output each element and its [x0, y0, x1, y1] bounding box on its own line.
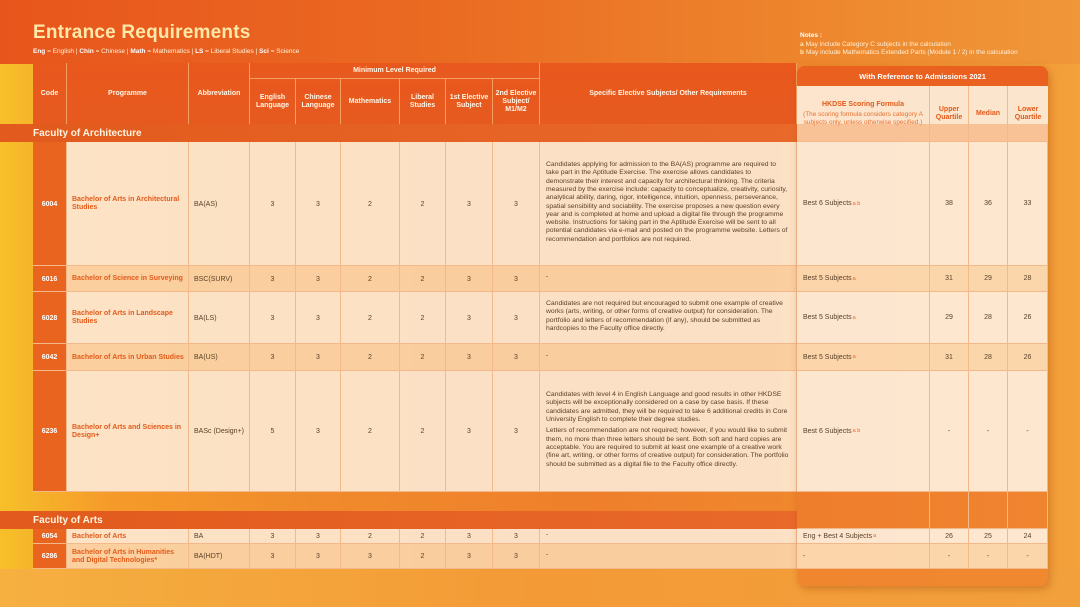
cell-code: 6054 [33, 529, 67, 544]
cell-code: 6016 [33, 266, 67, 292]
header-upper-quartile: Upper Quartile [930, 86, 969, 141]
admission-upper: 26 [930, 529, 969, 544]
cell-chin: 3 [296, 344, 341, 371]
header-elective-1: 1st Elective Subject [446, 79, 493, 124]
admission-lower: 28 [1008, 266, 1048, 292]
admission-formula [797, 292, 930, 344]
admission-formula [797, 529, 930, 544]
legend-abbr: Math [130, 48, 146, 55]
table-row [33, 266, 797, 292]
formula-text: Best 5 Subjects [803, 275, 852, 282]
admission-upper: 38 [930, 142, 969, 266]
cell-math: 3 [341, 544, 400, 569]
cell-e1: 3 [446, 544, 493, 569]
admission-lower: - [1008, 544, 1048, 569]
note-text: May include Mathematics Extended Parts (Module 1 / 2) in the calculation [805, 49, 1018, 56]
legend-text: = Mathematics | [145, 48, 196, 55]
header-elective-2: 2nd Elective Subject/ M1/M2 [493, 79, 540, 124]
cell-ls: 2 [400, 371, 446, 492]
admission-lower: 24 [1008, 529, 1048, 544]
cell-code: 6236 [33, 371, 67, 492]
admission-formula [797, 371, 930, 492]
requirement-text: Candidates are not required but encouraged to submit one example of creative works (arts, writing, or other forms of creative output) for consideration. The portfolio and letters of recommendation (if any), should be submitted as hardcopies to the Faculty office directly. [546, 299, 783, 332]
admission-median: 25 [969, 529, 1008, 544]
formula-text: Best 5 Subjects [803, 353, 852, 361]
cell-eng: 3 [250, 266, 296, 292]
note-marker: a [800, 40, 804, 48]
cell-chin: 3 [296, 292, 341, 344]
admission-formula [797, 142, 930, 266]
cell-ls: 2 [400, 142, 446, 266]
note-a [800, 41, 1018, 50]
cell-eng: 3 [250, 292, 296, 344]
admission-median: 29 [969, 266, 1008, 292]
header-liberal-studies: Liberal Studies [400, 79, 446, 124]
note-marker: a b [852, 200, 861, 207]
panel-spacer [969, 124, 1008, 142]
note-marker: b [800, 49, 804, 56]
cell-abbr: BA(LS) [189, 292, 250, 344]
cell-e2: 3 [493, 544, 540, 569]
note-marker: a [873, 533, 877, 539]
cell-e2: 3 [493, 529, 540, 544]
header-lower-quartile: Lower Quartile [1008, 86, 1048, 141]
requirement-text: Letters of recommendation are not required; however, if you would like to submit them, no more than three letters should be sent. Both soft and hard copies are acceptable. You are required to submit at least one example of a creative work (fine art, writing, or other forms of creative output) for consideration. The portfolio should be submitted as a digital file to the Faculty office directly. [546, 427, 789, 468]
header-mathematics: Mathematics [341, 79, 400, 124]
requirement-text: - [546, 550, 549, 558]
cell-e2: 3 [493, 292, 540, 344]
cell-e2: 3 [493, 142, 540, 266]
cell-chin: 3 [296, 266, 341, 292]
note-marker: a b [852, 428, 861, 434]
header-specific-requirements: Specific Elective Subjects/ Other Requirements [540, 63, 797, 124]
cell-ls: 2 [400, 292, 446, 344]
table-row [33, 529, 797, 544]
panel-spacer [797, 124, 930, 142]
panel-spacer [1008, 124, 1048, 142]
requirement-text: Candidates applying for admission to the BA(AS) programme are required to take part in the Aptitude Exercise. The exercise allows candidates to demonstrate their interest and capacity for architectural thinking. The criteria measured by the exercise include: capacity to conceptualize, creativity, curiosity, analytical ability, daring, rigor, intelligence, intuition, openness, perseverance, spatial sensibility and sociability. The exercise proposes a new question every year and is completed at home and upload a digital file through the programme website. Instructions for taking part in the Aptitude Exercise will be sent to all potential candidates via e-mail and posted on the programme website. Letters of recommendation and portfolios are not required. [546, 161, 788, 243]
formula-text: Best 5 Subjects [803, 314, 852, 321]
cell-ls: 2 [400, 529, 446, 544]
cell-e1: 3 [446, 529, 493, 544]
requirement-text: - [546, 273, 549, 281]
formula-text: Best 6 Subjects [803, 427, 852, 435]
panel-spacer [1008, 492, 1048, 529]
table-row [33, 544, 797, 569]
table-row [33, 371, 797, 492]
admission-median: 28 [969, 344, 1008, 371]
cell-programme: Bachelor of Arts [67, 529, 189, 544]
cell-abbr: BA(AS) [189, 142, 250, 266]
admissions-title: With Reference to Admissions 2021 [797, 66, 1048, 86]
panel-spacer [969, 492, 1008, 529]
cell-eng: 3 [250, 344, 296, 371]
legend-abbr: Sci [259, 48, 269, 55]
cell-e2: 3 [493, 266, 540, 292]
admission-lower: 26 [1008, 344, 1048, 371]
panel-spacer [930, 492, 969, 529]
formula-text: Best 6 Subjects [803, 200, 852, 207]
cell-req [540, 142, 797, 266]
admission-median: - [969, 544, 1008, 569]
admission-upper: - [930, 544, 969, 569]
legend-abbr: Chin [79, 48, 94, 55]
legend-text: = Liberal Studies | [203, 48, 260, 55]
cell-ls: 2 [400, 344, 446, 371]
cell-chin: 3 [296, 529, 341, 544]
cell-math: 2 [341, 529, 400, 544]
cell-eng: 3 [250, 142, 296, 266]
cell-programme: Bachelor of Arts in Architectural Studies [67, 142, 189, 266]
cell-ls: 2 [400, 266, 446, 292]
admission-median: - [969, 371, 1008, 492]
header-code: Code [33, 63, 67, 124]
faculty-heading: Faculty of Architecture [0, 124, 797, 142]
cell-req [540, 371, 797, 492]
faculty-heading: Faculty of Arts [0, 511, 797, 529]
cell-code: 6042 [33, 344, 67, 371]
note-marker: a [852, 314, 856, 321]
cell-e1: 3 [446, 266, 493, 292]
notes-label: Notes : [800, 32, 823, 39]
requirement-text: - [546, 530, 549, 538]
cell-chin: 3 [296, 544, 341, 569]
admission-upper: 31 [930, 344, 969, 371]
cell-e1: 3 [446, 142, 493, 266]
admission-lower: 26 [1008, 292, 1048, 344]
legend-text: = Science [268, 48, 300, 55]
panel-spacer [797, 492, 930, 529]
cell-programme: Bachelor of Arts and Sciences in Design+ [67, 371, 189, 492]
legend-text: = English | [45, 48, 80, 55]
abbreviation-legend [33, 48, 299, 55]
cell-chin: 3 [296, 142, 341, 266]
table-row [33, 142, 797, 266]
requirement-text: Candidates with level 4 in English Language and good results in other HKDSE subjects will be exceptionally considered on a case by case basis. If these candidates are admitted, they will be required to take 6 additional credits in Core University English to complete their degree studies. [546, 391, 788, 424]
notes [800, 32, 1018, 58]
cell-req [540, 529, 797, 544]
cell-req [540, 292, 797, 344]
admission-lower: 33 [1008, 142, 1048, 266]
admission-median: 28 [969, 292, 1008, 344]
page-title: Entrance Requirements [33, 22, 251, 43]
cell-math: 2 [341, 142, 400, 266]
note-b [800, 49, 1018, 58]
cell-abbr: BA(US) [189, 344, 250, 371]
cell-code: 6286 [33, 544, 67, 569]
header-abbreviation: Abbreviation [189, 63, 250, 124]
requirement-text: - [546, 351, 549, 359]
table-row [33, 344, 797, 371]
cell-abbr: BSC(SURV) [189, 266, 250, 292]
legend-text: = Chinese | [93, 48, 131, 55]
cell-abbr: BASc (Design+) [189, 371, 250, 492]
panel-spacer [930, 124, 969, 142]
cell-programme: Bachelor of Arts in Urban Studies [67, 344, 189, 371]
admission-formula [797, 344, 930, 371]
cell-code: 6028 [33, 292, 67, 344]
admission-upper: 29 [930, 292, 969, 344]
cell-req [540, 266, 797, 292]
cell-e1: 3 [446, 344, 493, 371]
cell-programme: Bachelor of Science in Surveying [67, 266, 189, 292]
header-chinese: Chinese Language [296, 79, 341, 124]
note-marker: a [852, 275, 856, 282]
header-english: English Language [250, 79, 296, 124]
header-median: Median [969, 86, 1008, 141]
cell-code: 6004 [33, 142, 67, 266]
cell-eng: 3 [250, 544, 296, 569]
admission-upper: - [930, 371, 969, 492]
cell-ls: 2 [400, 544, 446, 569]
table-row [33, 292, 797, 344]
cell-e1: 3 [446, 292, 493, 344]
admission-lower: - [1008, 371, 1048, 492]
header-minimum-level: Minimum Level Required [250, 63, 540, 79]
cell-req [540, 544, 797, 569]
cell-abbr: BA(HDT) [189, 544, 250, 569]
formula-note: (The scoring formula considers category A subjects only, unless otherwise specified.) [803, 110, 923, 126]
admission-upper: 31 [930, 266, 969, 292]
header-programme: Programme [67, 63, 189, 124]
cell-math: 2 [341, 371, 400, 492]
cell-math: 2 [341, 292, 400, 344]
note-text: May include Category C subjects in the calculation [805, 40, 951, 48]
cell-abbr: BA [189, 529, 250, 544]
formula-text: - [803, 552, 806, 560]
admission-median: 36 [969, 142, 1008, 266]
formula-header-label: HKDSE Scoring Formula [821, 100, 905, 108]
note-marker: a [852, 354, 856, 360]
cell-programme: Bachelor of Arts in Landscape Studies [67, 292, 189, 344]
legend-abbr: LS [195, 48, 204, 55]
admission-formula [797, 544, 930, 569]
formula-text: Eng + Best 4 Subjects [803, 532, 873, 540]
cell-programme: Bachelor of Arts in Humanities and Digital Technologies* [67, 544, 189, 569]
cell-math: 2 [341, 344, 400, 371]
legend-abbr: Eng [33, 48, 46, 55]
cell-e2: 3 [493, 344, 540, 371]
cell-e1: 3 [446, 371, 493, 492]
cell-math: 2 [341, 266, 400, 292]
cell-e2: 3 [493, 371, 540, 492]
admission-formula [797, 266, 930, 292]
cell-req [540, 344, 797, 371]
cell-chin: 3 [296, 371, 341, 492]
cell-eng: 3 [250, 529, 296, 544]
cell-eng: 5 [250, 371, 296, 492]
